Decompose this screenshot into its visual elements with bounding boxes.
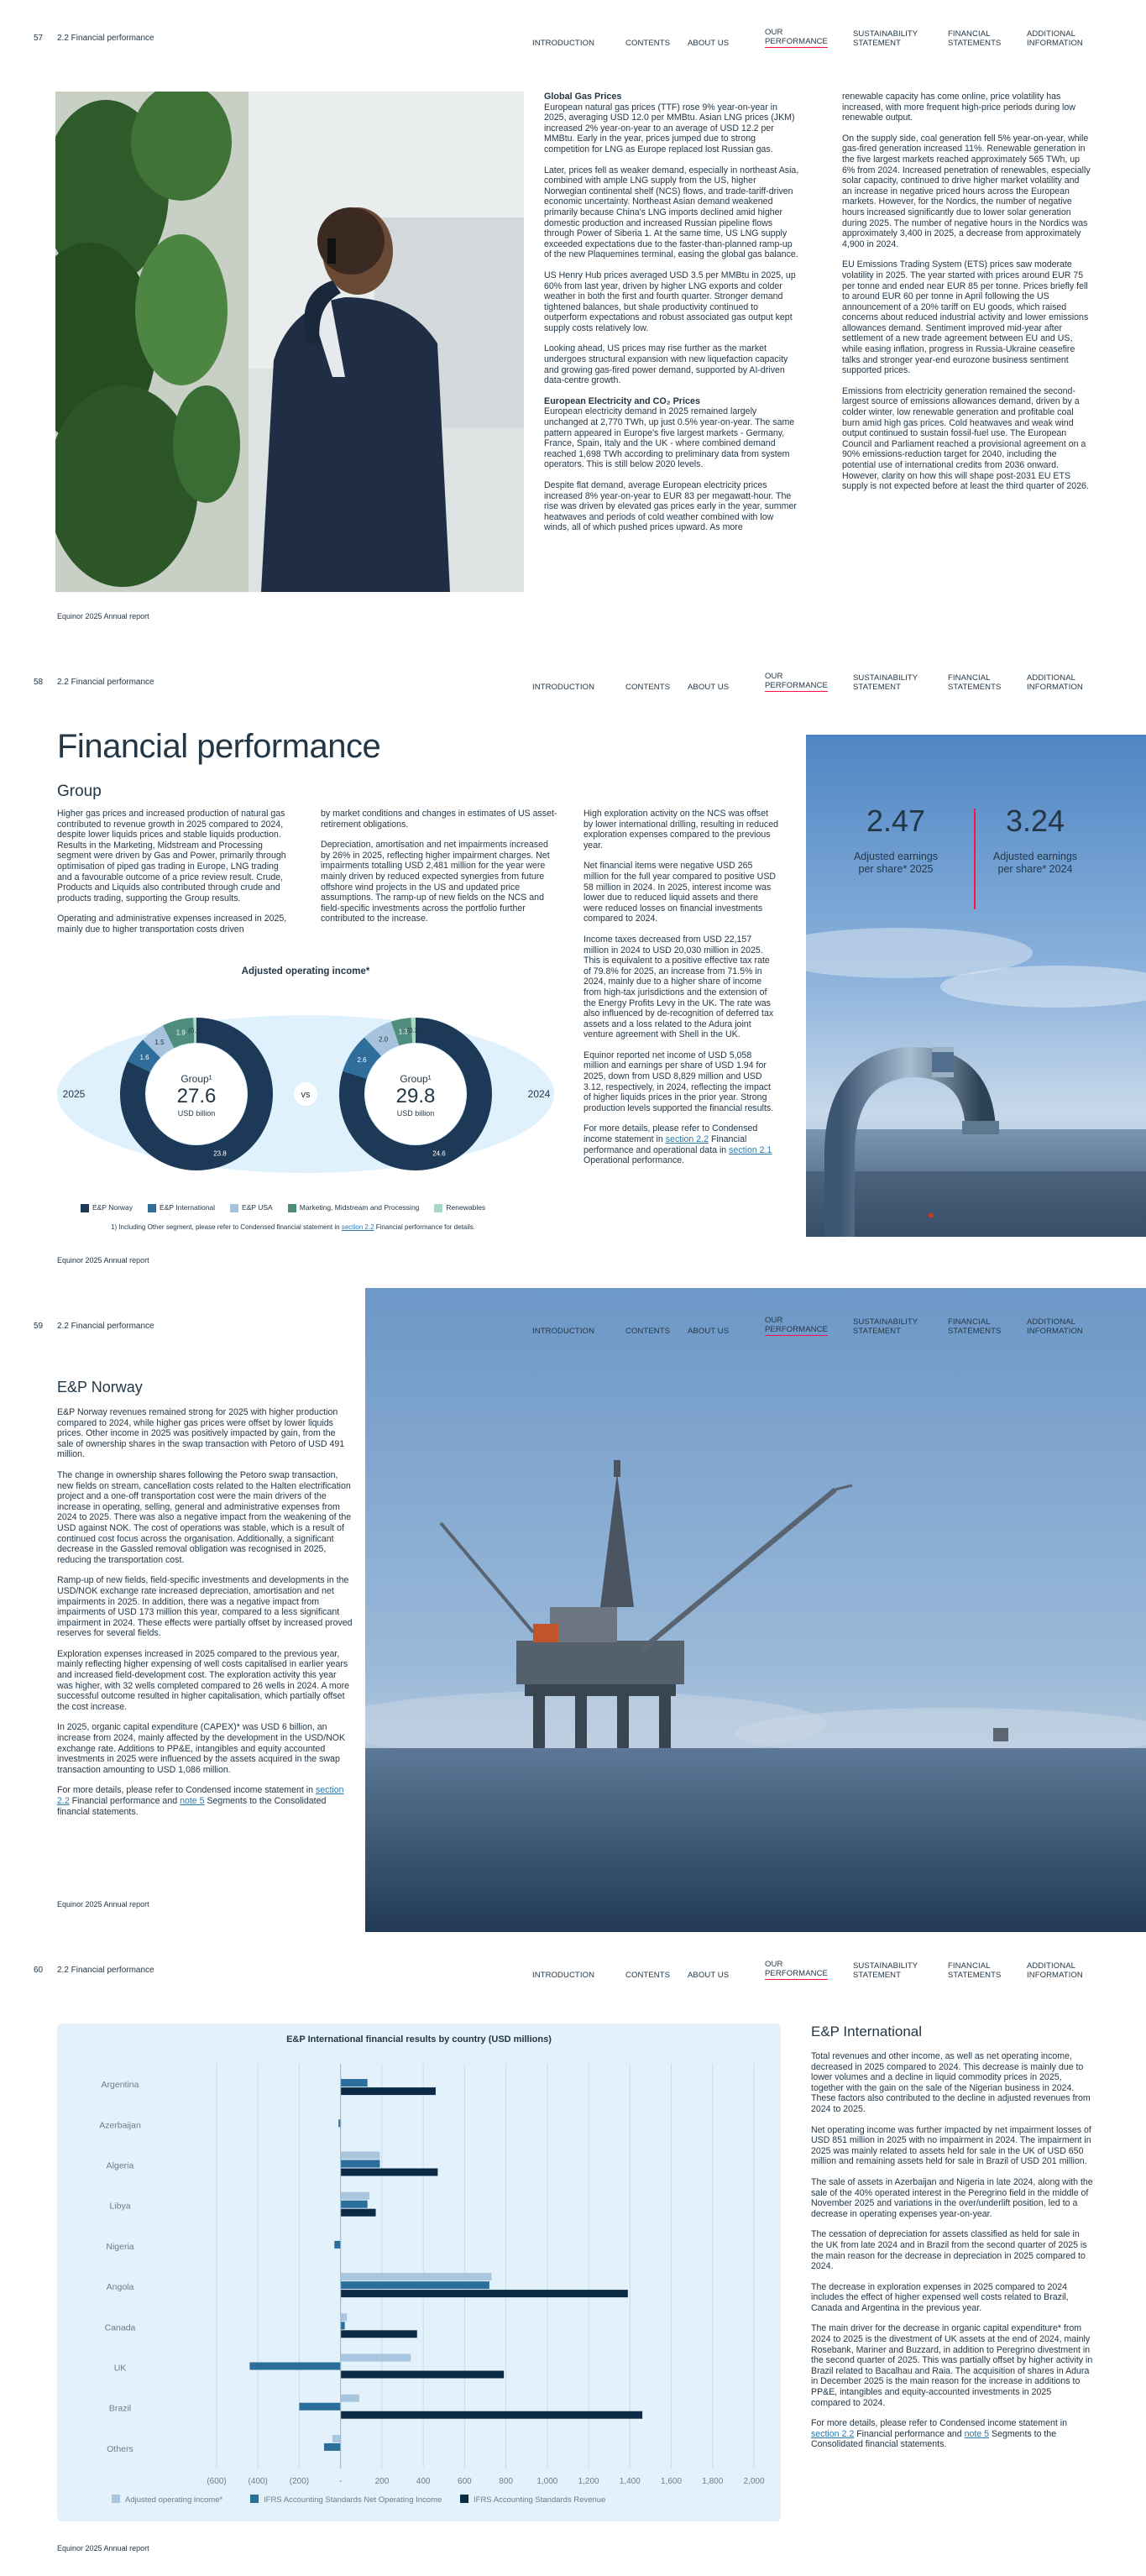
text-column-2 (842, 92, 1091, 502)
page-number: 60 (34, 1966, 44, 1975)
bar-canada-s0 (341, 2313, 347, 2321)
nav-item-sustainability-statement[interactable]: SUSTAINABILITY STATEMENT (853, 1317, 918, 1336)
text-column-3 (583, 809, 778, 1176)
nav-item-introduction[interactable]: INTRODUCTION (532, 39, 595, 48)
paragraph (57, 1785, 353, 1817)
paragraph: The decrease in exploration expenses in 2025 compared to 2024 includes the effect of higher expensed well costs related to Brazil, Canada and Argentina in the previous year. (811, 2281, 1069, 2313)
donut-value-label: 23.8 (213, 1149, 227, 1158)
bar-brazil-s0 (341, 2395, 359, 2402)
bar-uk-s2 (341, 2371, 504, 2379)
donut-value-label: 1.9 (175, 1029, 186, 1037)
paragraph: High exploration activity on the NCS was offset by lower international drilling, resulting in reduced exploration expenses compared to the previous year. (583, 809, 779, 851)
heading-global-gas: Global Gas Prices (544, 92, 622, 102)
legend-label: Adjusted operating income* (125, 2495, 223, 2505)
chart-title: E&P International financial results by country (USD millions) (286, 2034, 552, 2045)
donut-chart-title: Adjusted operating income* (241, 966, 370, 976)
paragraph: The change in ownership shares following the Petoro swap transaction, new fields on stream, cancellation costs related to the Halten electrification project and a one-off transportation cost were the main drivers of the increase in operating, selling, general and administrative expenses from 2024 to 2025. There was also a negative impact from the weakening of the USD against NOK. The cost of operations was stable, which is a result of continued cost focus across the organisation. Additionally, a significant decrease in the Gassled removal obligation was recognised in 2025, reducing the transportation cost. (57, 1469, 352, 1565)
top-nav (532, 1956, 1120, 1980)
bar-uk-s0 (341, 2354, 411, 2362)
x-tick-label: (600) (207, 2477, 227, 2486)
category-label: Nigeria (106, 2241, 134, 2252)
section-link[interactable]: section 2.2 (811, 2428, 855, 2439)
kpi-label-2024: Adjusted earnings per share* 2024 (992, 851, 1078, 875)
text: Operational performance. (583, 1155, 685, 1166)
note-link[interactable]: note 5 (964, 2428, 990, 2439)
nav-item-financial-statements[interactable]: FINANCIAL STATEMENTS (948, 1961, 1002, 1980)
category-label: Brazil (108, 2403, 132, 2414)
kpi-value-2025: 2.47 (866, 804, 926, 838)
donut-unit: USD billion (177, 1109, 216, 1118)
x-tick-label: 2,000 (743, 2477, 765, 2486)
legend-item (230, 1203, 273, 1212)
nav-item-about-us[interactable]: ABOUT US (688, 39, 730, 48)
section-link[interactable]: section 2.2 (57, 1785, 344, 1806)
page-number: 57 (34, 34, 44, 43)
offshore-platform-illustration (365, 1288, 1146, 1932)
text: Financial performance and operational data in (583, 1134, 747, 1155)
legend-swatch (288, 1204, 296, 1212)
kpi-divider (974, 809, 976, 909)
nav-item-our-performance[interactable]: OUR PERFORMANCE (765, 672, 828, 690)
paragraph (811, 2418, 1093, 2450)
offshore-platform-photo (365, 1288, 1146, 1932)
bar-others-s0 (332, 2435, 341, 2442)
vs-label: vs (301, 1090, 311, 1100)
legend-swatch (460, 2495, 468, 2503)
note-link[interactable]: note 5 (180, 1796, 205, 1806)
x-tick-label: 1,800 (702, 2477, 724, 2486)
paragraph: European natural gas prices (TTF) rose 9% year-on-year in 2025, averaging USD 12.0 per MMBtu. Asian LNG prices (JKM) increased 2% year-on-year to an average of USD 12.2 per MMBtu. Early in the year, prices jumped due to strong competition for LNG as Europe replaced lost Russian gas. (544, 102, 795, 154)
donut-value-label: (0.2) (188, 1027, 202, 1035)
heading-electricity: European Electricity and CO₂ Prices (544, 395, 701, 406)
pipe-photo (806, 735, 1146, 1237)
top-nav (532, 24, 1120, 48)
x-tick-label: - (339, 2477, 343, 2486)
donut-value-label: 2.6 (357, 1055, 367, 1064)
paragraph: Total revenues and other income, as well as net operating income, decreased in 2025 compared to 2024. This decrease is mainly due to lower volumes and a decline in liquid commodity prices in 2025, together with the gain on the sale of the Nigerian business in 2024. These factors also contributed to the decline in adjusted revenues from 2024 to 2025. (811, 2051, 1091, 2114)
legend-swatch (81, 1204, 89, 1212)
legend-label: IFRS Accounting Standards Net Operating Income (264, 2495, 442, 2505)
top-nav (532, 1312, 1120, 1336)
paragraph: EU Emissions Trading System (ETS) prices saw moderate volatility in 2025. The year started with prices around EUR 75 per tonne and ended near EUR 85 per tonne. Prices briefly fell to around EUR 60 per tonne in April following the US announcement of a 20% tariff on EU goods, which raised concerns about reduced industrial activity and lower emissions allowances demand. Sentiment improved mid-year after settlement of a new trade agreement between EU and US, while easing inflation, progress in Russia-Ukraine ceasefire talks and stronger year-end eurozone business sentiment supported prices. (842, 259, 1089, 376)
businessman-illustration (55, 92, 524, 592)
section-link[interactable]: section 2.2 (341, 1223, 374, 1231)
paragraph: Depreciation, amortisation and net impairments increased by 26% in 2025, reflecting higher impairment charges. Net impairments totalling USD 2,481 million for the year were mainly driven by reduced expected synergies from future offshore wind projects in the US and updated price assumptions. The ramp-up of new fields on the NCS and field-specific investments across the portfolio further contributed to the increase. (321, 840, 550, 924)
category-label: Algeria (106, 2160, 134, 2171)
legend-item (148, 1203, 215, 1212)
text: For more details, please refer to Condensed income statement in (811, 2418, 1068, 2429)
nav-item-our-performance[interactable]: OUR PERFORMANCE (765, 1316, 828, 1334)
paragraph: US Henry Hub prices averaged USD 3.5 per MMBtu in 2025, up 60% from last year, driven by higher LNG exports and colder weather in both the first and fourth quarter. Stronger demand tightened balances, but shale productivity continued to outperform expectations and robust associated gas output kept supply costs relatively low. (544, 270, 796, 333)
category-label: Argentina (101, 2080, 139, 2091)
legend-item (81, 1203, 133, 1212)
bar-nigeria-s1 (334, 2241, 340, 2249)
section-link[interactable]: section 2.2 (665, 1134, 709, 1145)
legend-label: IFRS Accounting Standards Revenue (474, 2495, 606, 2505)
paragraph: by market conditions and changes in estimates of US asset-retirement obligations. (321, 809, 557, 830)
nav-item-about-us[interactable]: ABOUT US (688, 683, 730, 692)
bar-angola-s0 (341, 2273, 492, 2280)
bar-angola-s2 (341, 2290, 628, 2297)
section-heading: E&P International (811, 2024, 922, 2039)
paragraph: Emissions from electricity generation remained the second-largest source of emissions allowances demand, driven by a colder winter, low renewable generation and profitable coal burn amid high gas prices. Cold heatwaves and weak wind output continued to sustain fossil-fuel use. The European Council and Parliament reached a provisional agreement on a 90% emissions-reduction target for 2040, including the potential use of international credits from 2036 onward. However, clarity on how this will shape post-2031 EU ETS supply is not expected before at least the third quarter of 2026. (842, 385, 1089, 492)
x-tick-label: 1,400 (619, 2477, 641, 2486)
bar-argentina-s2 (341, 2087, 436, 2095)
donut-total: 27.6 (176, 1085, 217, 1107)
bar-libya-s0 (341, 2192, 369, 2200)
paragraph: Equinor reported net income of USD 5,058 million and earnings per share of USD 1.94 for 2025, down from USD 8,829 million and USD 3.12, respectively, in 2024, reflecting the impact of higher liquids prices in the prior year. Strong production levels supported the financial results. (583, 1050, 774, 1113)
bar-canada-s1 (341, 2322, 345, 2329)
donut-footnote (111, 1223, 475, 1231)
nav-item-contents[interactable]: CONTENTS (625, 683, 671, 692)
bar-uk-s1 (249, 2363, 340, 2370)
page-57 (0, 0, 1146, 644)
nav-item-sustainability-statement[interactable]: SUSTAINABILITY STATEMENT (853, 673, 918, 692)
top-nav (532, 668, 1120, 692)
chart-panel (57, 2024, 781, 2521)
x-tick-label: 1,200 (578, 2477, 599, 2486)
section-heading: Group (57, 783, 102, 800)
legend-swatch (148, 1204, 156, 1212)
legend-label: Marketing, Midstream and Processing (299, 1203, 420, 1212)
bar-argentina-s1 (341, 2079, 368, 2086)
legend-item (434, 1203, 485, 1212)
nav-item-our-performance[interactable]: OUR PERFORMANCE (765, 1960, 828, 1978)
category-label: Canada (104, 2322, 136, 2333)
kpi-value-2024: 3.24 (1005, 804, 1065, 838)
text-column-1 (544, 92, 801, 543)
nav-item-additional-information[interactable]: ADDITIONAL INFORMATION (1027, 29, 1083, 48)
text-column-2 (321, 809, 557, 935)
section-label: 2.2 Financial performance (57, 678, 154, 687)
nav-item-introduction[interactable]: INTRODUCTION (532, 1327, 595, 1336)
nav-item-sustainability-statement[interactable]: SUSTAINABILITY STATEMENT (853, 29, 918, 48)
nav-item-our-performance[interactable]: OUR PERFORMANCE (765, 28, 828, 46)
kpi-label-2025: Adjusted earnings per share* 2025 (853, 851, 939, 875)
page-58 (0, 644, 1146, 1288)
text: Segments to the Consolidated financial statements. (57, 1796, 327, 1817)
paragraph: Net financial items were negative USD 265 million for the full year compared to positive USD 58 million in 2024. In 2025, interest income was lower due to reduced liquid assets and there were reduced losses on financial investments compared to 2024. (583, 861, 777, 924)
paragraph: European electricity demand in 2025 remained largely unchanged at 2,770 TWh, up just 0.5% year-on-year. The same pattern appeared in Europe's five largest markets - Germany, France, Spain, Italy and the UK - where combined demand reached 1,698 TWh according to preliminary data from system operators. This is still below 2020 levels. (544, 406, 795, 470)
nav-item-additional-information[interactable]: ADDITIONAL INFORMATION (1027, 1317, 1083, 1336)
category-label: Angola (106, 2282, 134, 2293)
nav-item-about-us[interactable]: ABOUT US (688, 1327, 730, 1336)
text-column (57, 1407, 353, 1827)
page-59 (0, 1288, 1146, 1932)
footer: Equinor 2025 Annual report (57, 2544, 149, 2552)
adjusted-operating-income-donuts (57, 976, 554, 1178)
donut-value-label: (0.3) (406, 1027, 421, 1035)
legend-label: E&P USA (242, 1203, 273, 1212)
footer: Equinor 2025 Annual report (57, 1256, 149, 1264)
paragraph: renewable capacity has come online, price volatility has increased, with more frequent high-price periods during low renewable output. (842, 92, 1075, 123)
section-heading: E&P Norway (57, 1379, 143, 1395)
text: For more details, please refer to Condensed income statement in (57, 1785, 316, 1796)
page-60 (0, 1932, 1146, 2576)
donut-legend (81, 1203, 485, 1212)
paragraph: Looking ahead, US prices may rise further as the market undergoes structural expansion with new liquefaction capacity and growing gas-fired power demand, supported by AI-driven data-centre growth. (544, 343, 788, 386)
text: For more details, please refer to Condensed income statement in (583, 1123, 758, 1145)
bar-libya-s2 (341, 2209, 376, 2217)
nav-item-additional-information[interactable]: ADDITIONAL INFORMATION (1027, 1961, 1083, 1980)
donut-value-label: 1.6 (139, 1053, 149, 1061)
paragraph: The main driver for the decrease in organic capital expenditure* from 2024 to 2025 is the divestment of UK assets at the end of 2024, mainly Rosebank, Mariner and Buzzard, in addition to Peregrino divestment in the second quarter of 2025. This was partially offset by higher activity in Brazil related to Bacalhau and Raia. The acquisition of shares in Adura in December 2025 is the main reason for the increase in additions to PP&E, intangibles and equity-accounted investments in 2025 compared to 2024. (811, 2323, 1093, 2408)
x-tick-label: 1,000 (536, 2477, 558, 2486)
paragraph: Despite flat demand, average European electricity prices increased 8% year-on-year to EUR 83 per megawatt-hour. The rise was driven by elevated gas prices early in the year, summer heatwaves and periods of cold weather combined with low winds, all of which pushed prices upward. As more (544, 480, 797, 533)
paragraph: The cessation of depreciation for assets classified as held for sale in the UK from late 2024 and in Brazil from the second quarter of 2025 is the main reason for the decrease in depreciation in 2025 compared to 2024. (811, 2229, 1087, 2272)
x-tick-label: 1,600 (661, 2477, 683, 2486)
donut-year-right: 2024 (527, 1088, 551, 1100)
x-tick-label: 600 (458, 2477, 472, 2486)
legend-item (288, 1203, 420, 1212)
nav-item-introduction[interactable]: INTRODUCTION (532, 1971, 595, 1980)
paragraph: Higher gas prices and increased production of natural gas contributed to revenue growth in 2025 compared to 2024, despite lower liquids prices and stable liquids production. Results in the Marketing, Midstream and Processing segment were driven by Gas and Power, primarily through optimisation of piped gas trading in Europe, LNG trading and a favourable outcome of a price review result. Crude, Products and Liquids also contributed through crude and products trading, supporting the Group results. (57, 809, 286, 903)
page-title: Financial performance (57, 728, 381, 765)
section-label: 2.2 Financial performance (57, 1322, 154, 1331)
donut-value-label: 2.0 (378, 1035, 389, 1044)
page-number: 58 (34, 678, 44, 687)
nav-item-sustainability-statement[interactable]: SUSTAINABILITY STATEMENT (853, 1961, 918, 1980)
nav-item-about-us[interactable]: ABOUT US (688, 1971, 730, 1980)
donut-value-label: 24.6 (432, 1149, 446, 1158)
paragraph: On the supply side, coal generation fell 5% year-on-year, while gas-fired generation increased 11%. Renewable generation in the five largest markets reached approximately 565 TWh, up 6% from 2024. Increased penetration of renewables, especially solar capacity, continued to drive higher market volatility and an increase in negative priced hours across the European markets. However, for the Nordics, the number of negative hours increased significantly due to lower solar generation during 2025. The number of negative hours in the Nordics was approximately 3,400 in 2025, a decrease from approximately 4,900 in 2024. (842, 133, 1091, 249)
text: 1) Including Other segment, please refer to Condensed financial statement in (111, 1223, 342, 1231)
section-label: 2.2 Financial performance (57, 1966, 154, 1975)
paragraph: Net operating income was further impacted by net impairment losses of USD 851 million in 2025 with no impairment in 2024. The impairment in 2025 was mainly related to assets held for sale in the UK of USD 650 million and remaining assets held for sale in Brazil of USD 201 million. (811, 2124, 1091, 2167)
legend-swatch (112, 2495, 120, 2503)
businessman-photo (55, 92, 524, 592)
paragraph: Operating and administrative expenses increased in 2025, mainly due to higher transportation costs driven (57, 914, 287, 935)
paragraph: Later, prices fell as weaker demand, especially in northeast Asia, combined with ample LNG supply from the US, higher Norwegian continental shelf (NCS) flows, and trade-tariff-driven economic uncertainty. Northeast Asian demand weakened primarily because China's LNG imports declined amid higher domestic production and increased Russian pipeline flows through Power of Siberia 1. At the same time, US LNG supply exceeded expectations due to the faster-than-planned ramp-up of the new Plaquemines terminal, easing the global gas balance. (544, 165, 799, 260)
nav-item-additional-information[interactable]: ADDITIONAL INFORMATION (1027, 673, 1083, 692)
footer: Equinor 2025 Annual report (57, 612, 149, 620)
bar-others-s1 (324, 2443, 341, 2451)
bar-canada-s2 (341, 2330, 417, 2338)
paragraph: Exploration expenses increased in 2025 compared to the previous year, mainly reflecting higher expensing of well costs capitalised in earlier years and increased field-development cost. The exploration activity this year was higher, with 32 wells completed compared to 26 wells in 2024. A more successful outcome resulted in higher capitalisation, which partially offset the cost increase. (57, 1648, 350, 1712)
paragraph (583, 1123, 778, 1165)
category-label: Libya (109, 2201, 131, 2212)
text: Financial performance and (69, 1796, 181, 1806)
x-tick-label: 800 (499, 2477, 513, 2486)
bar-algeria-s1 (341, 2160, 380, 2168)
donut-value-label: 1.3 (398, 1028, 408, 1036)
legend-label: E&P Norway (92, 1203, 133, 1212)
x-tick-label: (400) (248, 2477, 268, 2486)
bar-libya-s1 (341, 2201, 368, 2208)
donut-center-label: Group¹ (400, 1073, 432, 1085)
paragraph: Income taxes decreased from USD 22,157 million in 2024 to USD 20,030 million in 2025. This is equivalent to a positive effective tax rate of 79.8% for 2025, an increase from 71.5% in 2024, mainly due to a higher share of income from high-tax jurisdictions and the extension of the Energy Profits Levy in the UK. The rate was also influenced by de-recognition of deferred tax assets and a loss related to the Adura joint venture agreement with Shell in the UK. (583, 934, 774, 1040)
nav-item-contents[interactable]: CONTENTS (625, 39, 671, 48)
footer: Equinor 2025 Annual report (57, 1900, 149, 1908)
x-tick-label: 200 (374, 2477, 390, 2486)
bar-brazil-s1 (299, 2403, 340, 2411)
category-label: UK (113, 2363, 127, 2374)
category-label: Others (107, 2443, 133, 2454)
bar-angola-s1 (341, 2281, 489, 2289)
legend-label: E&P International (160, 1203, 216, 1212)
donut-center-label: Group¹ (181, 1073, 212, 1085)
text: Segments to the Consolidated financial statements. (811, 2428, 1057, 2450)
donut-unit: USD billion (396, 1109, 435, 1118)
bar-algeria-s0 (341, 2152, 380, 2160)
donut-value-label: 1.5 (154, 1039, 165, 1047)
nav-item-financial-statements[interactable]: FINANCIAL STATEMENTS (948, 673, 1002, 692)
donut-year-left: 2025 (62, 1088, 86, 1100)
legend-swatch (230, 1204, 238, 1212)
legend-label: Renewables (446, 1203, 486, 1212)
nav-item-introduction[interactable]: INTRODUCTION (532, 683, 595, 692)
x-tick-label: 400 (416, 2477, 431, 2486)
nav-item-financial-statements[interactable]: FINANCIAL STATEMENTS (948, 1317, 1002, 1336)
paragraph: In 2025, organic capital expenditure (CAPEX)* was USD 6 billion, an increase from 2024, mainly affected by the development in the USD/NOK exchange rate. Additions to PP&E, intangibles and equity accounted investments in 2025 were influenced by the assets acquired in the swap transaction amounting to USD 1,086 million. (57, 1722, 346, 1775)
page-number: 59 (34, 1322, 44, 1331)
category-label: Azerbaijan (99, 2120, 141, 2131)
nav-item-contents[interactable]: CONTENTS (625, 1971, 671, 1980)
paragraph: E&P Norway revenues remained strong for 2025 with higher production compared to 2024, while higher gas prices were offset by lower liquids prices. Other income in 2025 was positively impacted by gain, from the sale of ownership shares in the swap transaction with Petoro of USD 491 million. (57, 1407, 345, 1460)
paragraph: Ramp-up of new fields, field-specific investments and developments in the USD/NOK exchange rate increased depreciation, amortisation and net impairments in 2025. In addition, there was a negative impact from impairments of USD 173 million this year, compared to a less significant impairment in 2024. These effects were partially offset by increased proved reserves for several fields. (57, 1575, 353, 1639)
nav-item-financial-statements[interactable]: FINANCIAL STATEMENTS (948, 29, 1002, 48)
section-link[interactable]: section 2.1 (729, 1144, 772, 1155)
section-label: 2.2 Financial performance (57, 34, 154, 43)
bar-algeria-s2 (341, 2169, 438, 2176)
ep-international-bar-chart (57, 2024, 781, 2521)
text: Financial performance and (854, 2428, 965, 2439)
legend-swatch (434, 1204, 442, 1212)
paragraph: The sale of assets in Azerbaijan and Nigeria in late 2024, along with the sale of the 40% operated interest in the Peregrino field in the middle of November 2025 and variations in the over/underlift position, led to a decrease in operating expenses year-on-year. (811, 2176, 1093, 2219)
x-tick-label: (200) (289, 2477, 310, 2486)
text-column-1 (57, 809, 294, 945)
donut-total: 29.8 (395, 1085, 436, 1107)
legend-swatch (250, 2495, 259, 2503)
text: Financial performance for details. (374, 1223, 476, 1231)
text-column (811, 2051, 1093, 2460)
nav-item-contents[interactable]: CONTENTS (625, 1327, 671, 1336)
bar-brazil-s2 (341, 2411, 642, 2419)
